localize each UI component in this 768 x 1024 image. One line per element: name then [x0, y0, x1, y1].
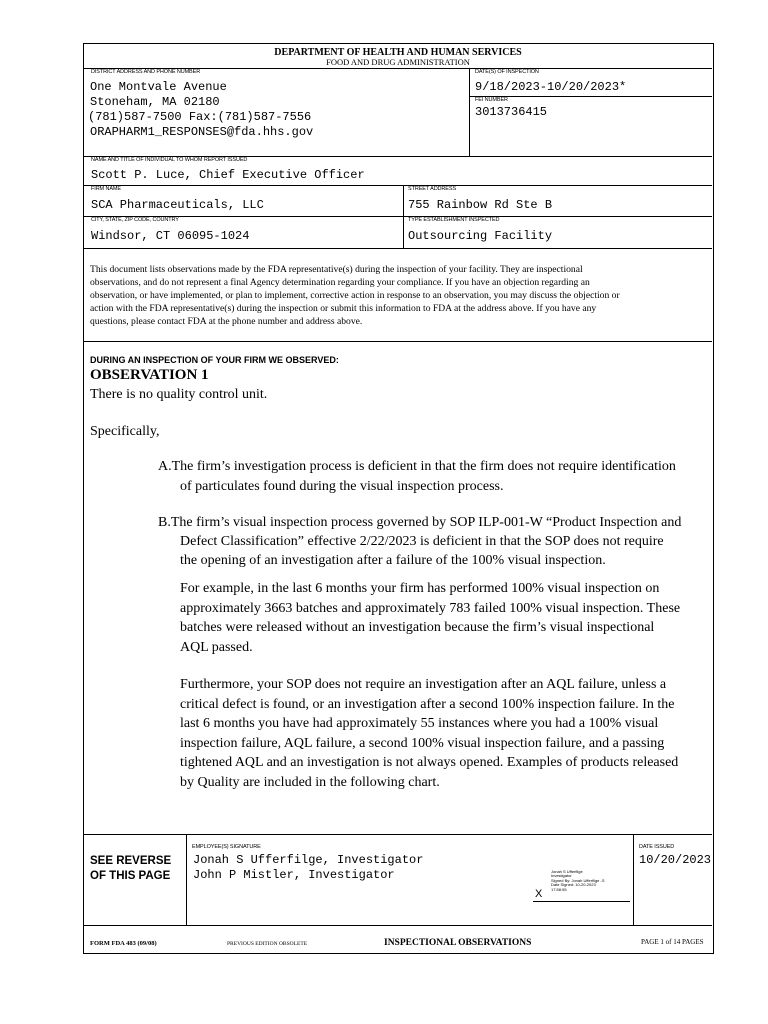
observation-title: OBSERVATION 1 — [90, 367, 209, 383]
street-label: STREET ADDRESS — [408, 186, 457, 192]
paragraph-line: critical defect is found, or an investigation after a second 100% inspection failure. In the — [180, 696, 675, 712]
furthermore-paragraph — [180, 675, 678, 792]
city-label: CITY, STATE, ZIP CODE, COUNTRY — [91, 217, 179, 223]
district-email: ORAPHARM1_RESPONSES@fda.hhs.gov — [90, 125, 314, 139]
paragraph-line: last 6 months you have had approximately 55 instances where you had a 100% visual — [180, 716, 659, 731]
paragraph-line: batches were released without an investigation because the firm’s visual inspectional — [180, 620, 655, 635]
fda-483-form — [83, 43, 714, 954]
firm-name-value: SCA Pharmaceuticals, LLC — [91, 198, 264, 212]
fei-value: 3013736415 — [475, 105, 548, 119]
form-title: INSPECTIONAL OBSERVATIONS — [384, 938, 532, 948]
establishment-label: TYPE ESTABLISHMENT INSPECTED — [408, 217, 500, 223]
signature-line — [533, 901, 630, 902]
divider — [186, 834, 187, 925]
recipient-value: Scott P. Luce, Chief Executive Officer — [91, 168, 365, 182]
previous-edition-note: PREVIOUS EDITION OBSOLETE — [227, 941, 308, 947]
investigator-1: Jonah S Ufferfilge, Investigator — [193, 853, 424, 867]
item-b-marker: B. — [158, 515, 171, 530]
item-a-line: The firm’s investigation process is deficient in that the firm does not require identification — [171, 459, 676, 474]
firm-name-label: FIRM NAME — [91, 186, 121, 192]
item-a-line: of particulates found during the visual inspection process. — [180, 479, 504, 494]
esig-line: Signed By: Jonah Ufferfilge -S — [551, 877, 605, 883]
paragraph-line: For example, in the last 6 months your firm has performed 100% visual inspection on — [180, 581, 660, 596]
divider — [469, 68, 470, 156]
electronic-signature — [551, 870, 605, 892]
esig-line: Investigator — [551, 873, 572, 879]
divider — [84, 185, 712, 186]
notice-text — [90, 263, 620, 328]
see-reverse-notice — [90, 854, 171, 884]
district-address-line2: Stoneham, MA 02180 — [90, 95, 220, 109]
notice-line: action with the FDA representative(s) during the inspection or submit this information to FDA at the address above. If you have any — [90, 303, 597, 314]
item-a-marker: A. — [158, 459, 172, 474]
paragraph-line: Furthermore, your SOP does not require an investigation after an AQL failure, unless a — [180, 677, 667, 692]
notice-line: observations, and do not represent a final Agency determination regarding your compliance. If you have an objection regarding an — [90, 277, 590, 288]
divider — [84, 341, 712, 342]
establishment-value: Outsourcing Facility — [408, 229, 553, 243]
district-phone: (781)587-7500 Fax:(781)587-7556 — [88, 110, 312, 124]
see-reverse-line: OF THIS PAGE — [90, 870, 171, 882]
specifically-text: Specifically, — [90, 424, 160, 439]
item-a — [158, 457, 676, 477]
recipient-label: NAME AND TITLE OF INDIVIDUAL TO WHOM REPORT ISSUED — [91, 157, 248, 163]
item-b — [158, 513, 681, 533]
observations-intro: DURING AN INSPECTION OF YOUR FIRM WE OBSERVED: — [90, 355, 339, 365]
inspection-dates-value: 9/18/2023-10/20/2023* — [475, 80, 627, 94]
date-issued-label: DATE ISSUED — [639, 844, 675, 850]
paragraph-line: tightened AQL and an investigation is not always opened. Examples of products released — [180, 755, 679, 770]
fei-label: FEI NUMBER — [475, 97, 508, 103]
divider — [633, 834, 634, 925]
notice-line: observation, or have implemented, or plan to implement, corrective action in response to an observation, you may discuss the objection or — [90, 290, 620, 301]
form-id: FORM FDA 483 (09/08) — [90, 940, 157, 947]
example-paragraph — [180, 579, 680, 657]
esig-line: 17:58:55 — [551, 886, 567, 892]
item-b-line: Defect Classification” effective 2/22/2023 is deficient in that the SOP does not require — [180, 534, 664, 549]
district-address-line1: One Montvale Avenue — [90, 80, 227, 94]
divider — [84, 248, 712, 249]
date-issued-value: 10/20/2023 — [639, 853, 712, 867]
item-b-line: The firm’s visual inspection process governed by SOP ILP-001-W “Product Inspection and — [170, 515, 682, 530]
esig-line: Date Signed: 10-20-2023 — [551, 882, 596, 888]
department-title: DEPARTMENT OF HEALTH AND HUMAN SERVICES — [274, 47, 522, 58]
observation-statement: There is no quality control unit. — [90, 387, 268, 402]
district-label: DISTRICT ADDRESS AND PHONE NUMBER — [91, 69, 201, 75]
paragraph-line: inspection failure, AQL failure, a second 100% visual inspection failure, and a passing — [180, 735, 665, 751]
esig-line: Jonah S Ufferfilge — [551, 869, 583, 874]
paragraph-line: approximately 3663 batches and approximately 783 failed 100% visual inspection. These — [180, 600, 681, 616]
page-number: PAGE 1 of 14 PAGES — [641, 938, 704, 946]
divider — [84, 834, 712, 835]
inspection-dates-label: DATE(S) OF INSPECTION — [475, 69, 539, 75]
divider — [84, 925, 712, 926]
signature-x-mark: X — [535, 888, 543, 900]
item-b-line: the opening of an investigation after a failure of the 100% visual inspection. — [180, 553, 606, 568]
street-value: 755 Rainbow Rd Ste B — [408, 198, 553, 212]
see-reverse-line: SEE REVERSE — [90, 855, 172, 867]
paragraph-line: AQL passed. — [180, 639, 253, 655]
city-value: Windsor, CT 06095-1024 — [91, 229, 250, 243]
paragraph-line: by Quality are included in the following chart. — [180, 774, 440, 790]
investigator-2: John P Mistler, Investigator — [193, 868, 395, 882]
employee-signature-label: EMPLOYEE(S) SIGNATURE — [192, 844, 261, 850]
notice-line: This document lists observations made by the FDA representative(s) during the inspection of your facility. They are inspectional — [90, 264, 583, 275]
notice-line: questions, please contact FDA at the phone number and address above. — [90, 316, 363, 327]
agency-title: FOOD AND DRUG ADMINISTRATION — [326, 57, 470, 67]
